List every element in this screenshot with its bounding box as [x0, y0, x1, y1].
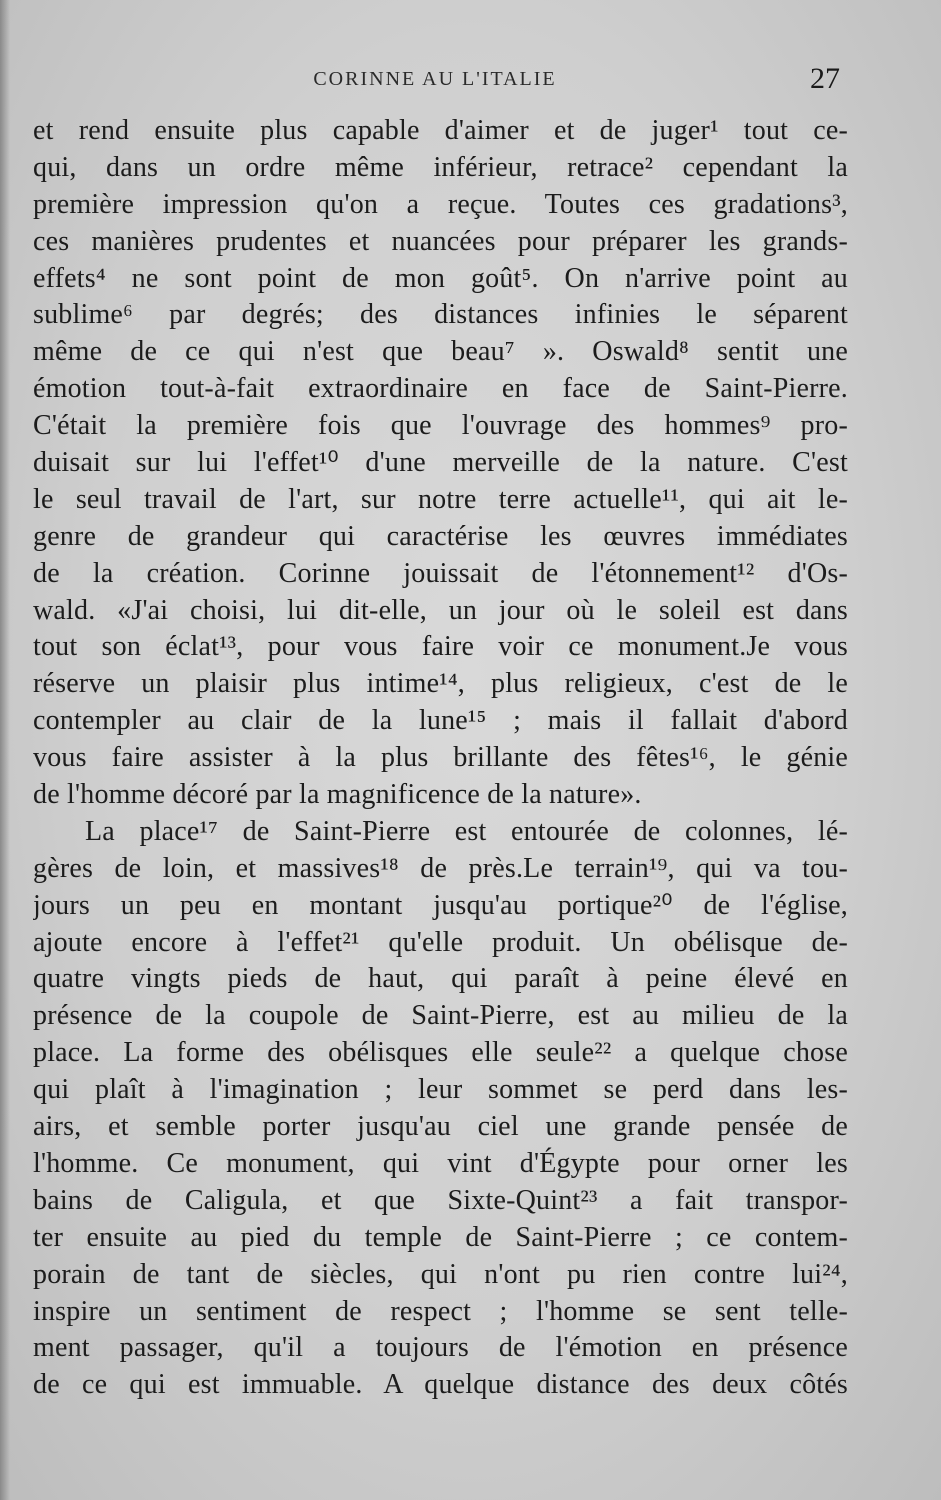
text-line: effets⁴ ne sont point de mon goût⁵. On n'arrive point au — [33, 262, 848, 294]
text-line: wald. «J'ai choisi, lui dit-elle, un jour où le soleil est dans — [33, 594, 848, 626]
text-line: jours un peu en montant jusqu'au portique²⁰ de l'église, — [33, 889, 848, 921]
running-head — [30, 62, 840, 96]
body-text — [33, 113, 848, 1404]
paragraph-end-line: de l'homme décoré par la magnificence de la nature». — [33, 779, 642, 811]
text-line: sublime⁶ par degrés; des distances infinies le séparent — [33, 299, 848, 331]
paragraph-start-line: La place¹⁷ de Saint-Pierre est entourée de colonnes, lé- — [85, 815, 848, 847]
text-line: ment passager, qu'il a toujours de l'émotion en présence — [33, 1332, 848, 1364]
text-line: ajoute encore à l'effet²¹ qu'elle produit. Un obélisque de- — [33, 926, 848, 958]
text-line: porain de tant de siècles, qui n'ont pu rien contre lui²⁴, — [33, 1258, 848, 1290]
text-line: airs, et semble porter jusqu'au ciel une grande pensée de — [33, 1111, 848, 1143]
text-line: émotion tout-à-fait extraordinaire en face de Saint-Pierre. — [33, 373, 848, 405]
text-line: de ce qui est immuable. A quelque distance des deux côtés — [33, 1369, 848, 1401]
text-line: présence de la coupole de Saint-Pierre, est au milieu de la — [33, 1000, 848, 1032]
text-line: tout son éclat¹³, pour vous faire voir ce monument.Je vous — [33, 631, 848, 663]
text-line: quatre vingts pieds de haut, qui paraît à peine élevé en — [33, 963, 848, 995]
text-line: genre de grandeur qui caractérise les œuvres immédiates — [33, 520, 848, 552]
text-line: de la création. Corinne jouissait de l'étonnement¹² d'Os- — [33, 557, 848, 589]
text-line: C'était la première fois que l'ouvrage des hommes⁹ pro- — [33, 410, 848, 442]
text-line: ter ensuite au pied du temple de Saint-Pierre ; ce contem- — [33, 1221, 848, 1253]
text-line: place. La forme des obélisques elle seule²² a quelque chose — [33, 1037, 848, 1069]
text-line: duisait sur lui l'effet¹⁰ d'une merveille de la nature. C'est — [33, 447, 848, 479]
page-number: 27 — [810, 62, 840, 95]
text-line: qui, dans un ordre même inférieur, retrace² cependant la — [33, 151, 848, 183]
text-line: le seul travail de l'art, sur notre terre actuelle¹¹, qui ait le- — [33, 483, 848, 515]
text-line: vous faire assister à la plus brillante des fêtes¹⁶, le génie — [33, 742, 848, 774]
text-line: qui plaît à l'imagination ; leur sommet se perd dans les- — [33, 1074, 848, 1106]
text-line: première impression qu'on a reçue. Toutes ces gradations³, — [33, 188, 848, 220]
text-line: bains de Caligula, et que Sixte-Quint²³ a fait transpor- — [33, 1184, 848, 1216]
text-line: contempler au clair de la lune¹⁵ ; mais il fallait d'abord — [33, 705, 848, 737]
text-line: inspire un sentiment de respect ; l'homme se sent telle- — [33, 1295, 848, 1327]
text-line: et rend ensuite plus capable d'aimer et de juger¹ tout ce- — [33, 115, 848, 146]
running-title: CORINNE AU L'ITALIE — [313, 68, 557, 90]
text-line: l'homme. Ce monument, qui vint d'Égypte pour orner les — [33, 1147, 848, 1179]
text-line: même de ce qui n'est que beau⁷ ». Oswald⁸ sentit une — [33, 336, 848, 368]
text-line: gères de loin, et massives¹⁸ de près.Le terrain¹⁹, qui va tou- — [33, 852, 848, 884]
text-line: réserve un plaisir plus intime¹⁴, plus religieux, c'est de le — [33, 668, 848, 700]
text-line: ces manières prudentes et nuancées pour préparer les grands- — [33, 225, 848, 257]
